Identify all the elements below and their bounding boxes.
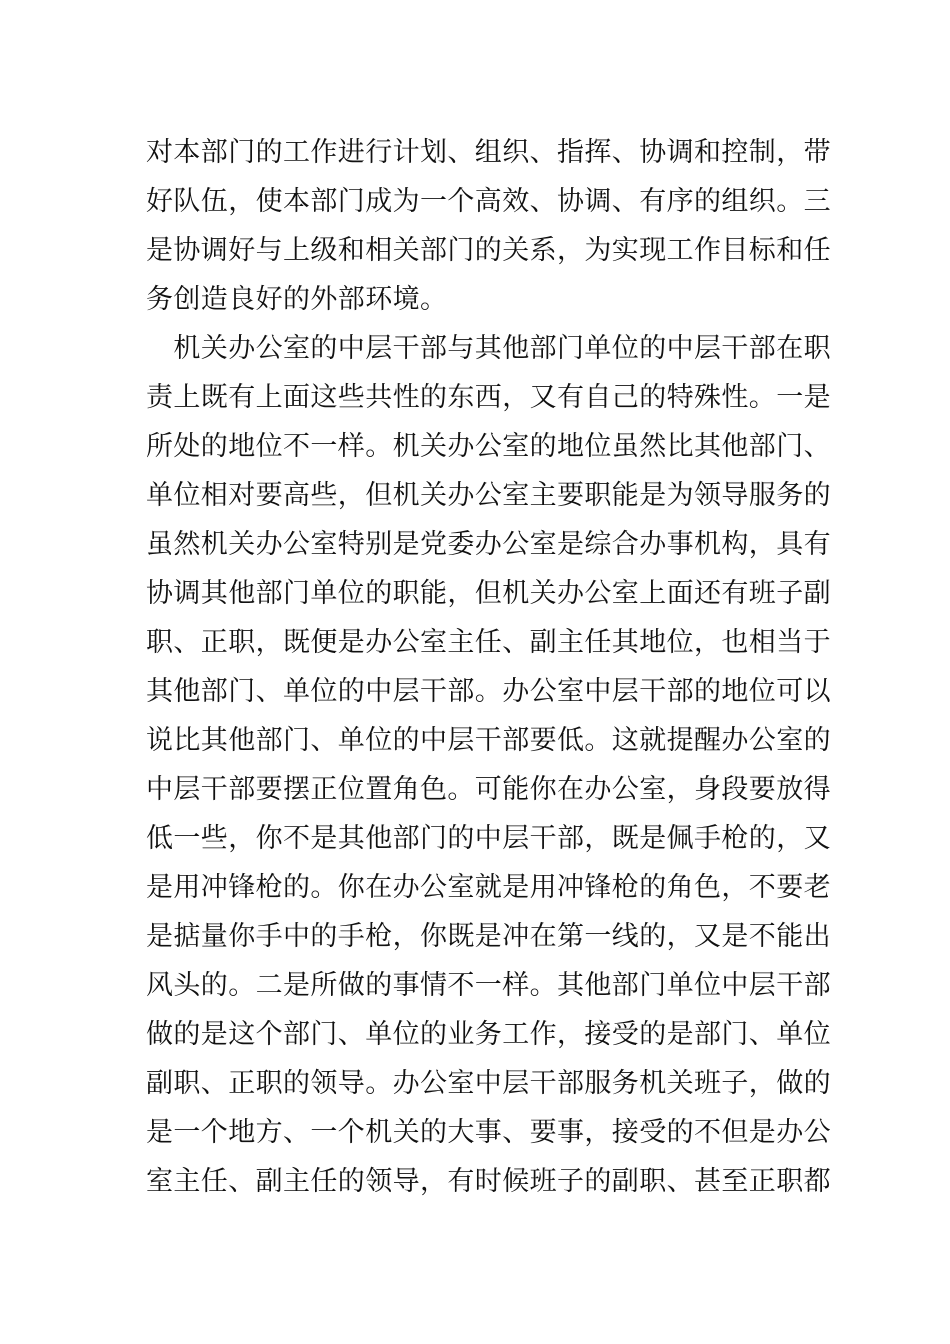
text-line: 低一些，你不是其他部门的中层干部，既是佩手枪的，又	[146, 823, 831, 854]
text-line: 说比其他部门、单位的中层干部要低。这就提醒办公室的	[146, 725, 831, 756]
text-line: 协调其他部门单位的职能，但机关办公室上面还有班子副	[146, 578, 831, 609]
text-line: 其他部门、单位的中层干部。办公室中层干部的地位可以	[146, 676, 831, 707]
text-line: 所处的地位不一样。机关办公室的地位虽然比其他部门、	[146, 431, 831, 462]
text-line: 好队伍，使本部门成为一个高效、协调、有序的组织。三	[146, 186, 831, 217]
text-line: 单位相对要高些，但机关办公室主要职能是为领导服务的	[146, 480, 831, 511]
text-line: 做的是这个部门、单位的业务工作，接受的是部门、单位	[146, 1019, 831, 1050]
text-line: 职、正职，既便是办公室主任、副主任其地位，也相当于	[146, 627, 831, 658]
text-line: 责上既有上面这些共性的东西，又有自己的特殊性。一是	[146, 382, 831, 413]
text-line: 是用冲锋枪的。你在办公室就是用冲锋枪的角色，不要老	[146, 872, 831, 903]
text-line: 室主任、副主任的领导，有时候班子的副职、甚至正职都	[146, 1166, 831, 1197]
text-line: 对本部门的工作进行计划、组织、指挥、协调和控制，带	[146, 137, 831, 168]
text-line: 虽然机关办公室特别是党委办公室是综合办事机构，具有	[146, 529, 831, 560]
text-line: 是协调好与上级和相关部门的关系，为实现工作目标和任	[146, 235, 831, 266]
text-line: 风头的。二是所做的事情不一样。其他部门单位中层干部	[146, 970, 831, 1001]
body-text	[146, 128, 831, 1206]
text-line: 副职、正职的领导。办公室中层干部服务机关班子，做的	[146, 1068, 831, 1099]
text-line: 务创造良好的外部环境。	[146, 284, 448, 315]
paragraph-first-line: 机关办公室的中层干部与其他部门单位的中层干部在职	[146, 333, 831, 364]
text-line: 是一个地方、一个机关的大事、要事，接受的不但是办公	[146, 1117, 831, 1148]
text-line: 中层干部要摆正位置角色。可能你在办公室，身段要放得	[146, 774, 831, 805]
text-line: 是掂量你手中的手枪，你既是冲在第一线的，又是不能出	[146, 921, 831, 952]
